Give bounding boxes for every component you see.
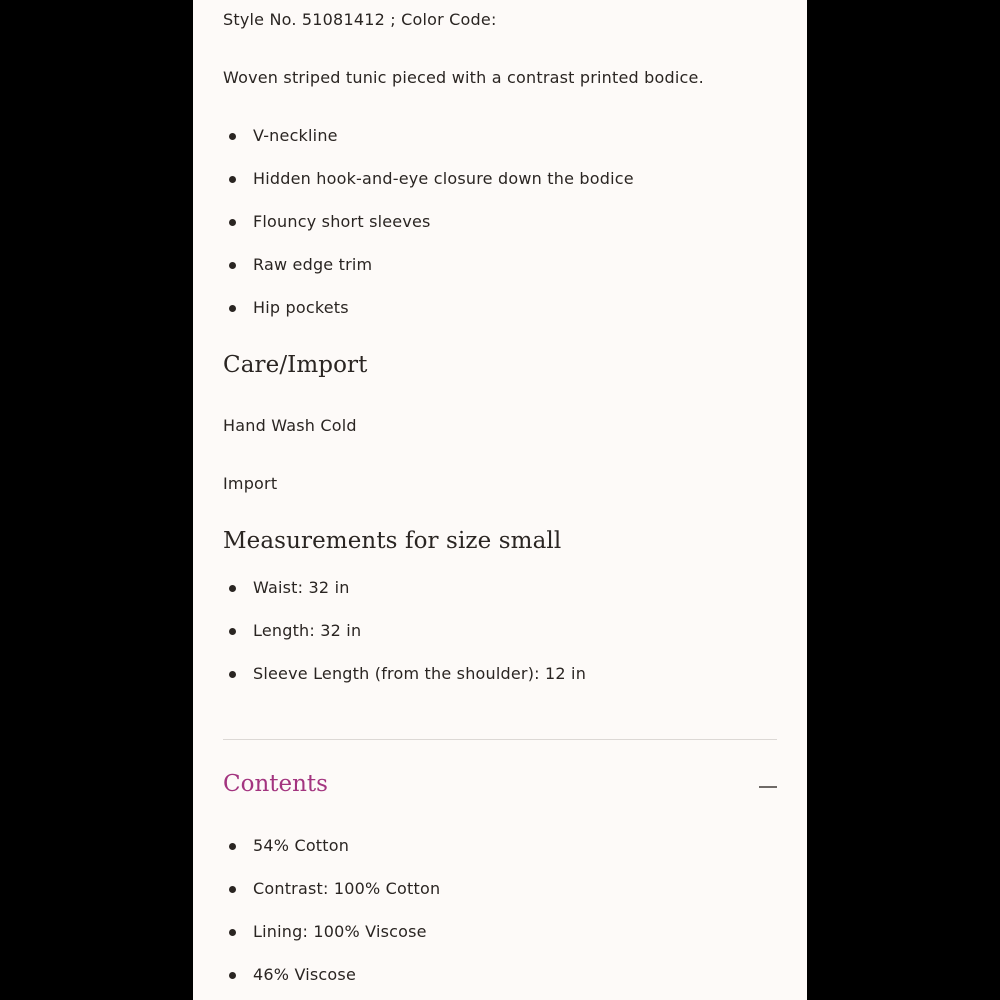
bullet-icon (229, 133, 236, 140)
contents-accordion-title[interactable]: Contents (223, 771, 328, 797)
section-divider (223, 739, 777, 740)
bullet-icon (229, 628, 236, 635)
bullet-icon (229, 305, 236, 312)
care-heading: Care/Import (223, 352, 368, 378)
care-wash: Hand Wash Cold (223, 416, 357, 435)
bullet-icon (229, 219, 236, 226)
minus-icon[interactable] (759, 786, 777, 788)
bullet-icon (229, 929, 236, 936)
bullet-icon (229, 671, 236, 678)
measurements-heading: Measurements for size small (223, 528, 562, 554)
bullet-icon (229, 843, 236, 850)
product-details-panel: Style No. 51081412 ; Color Code: Woven striped tunic pieced with a contrast printed bodice. V-neckline Hidden hook-and-eye closure down the bodice Flouncy short sleeves Raw edge trim Hip pockets Care/Import Hand Wash Cold Import Measurements for size small Waist: 32 in Length: 32 in Sleeve Length (from the shoulder): 12 in Contents 54% Cotton Contrast: 100% Cotton Lining: 100% Viscose 46% Viscose (193, 0, 807, 1000)
care-origin: Import (223, 474, 278, 493)
bullet-icon (229, 886, 236, 893)
style-number-line: Style No. 51081412 ; Color Code: (223, 10, 497, 29)
bullet-icon (229, 176, 236, 183)
bullet-icon (229, 972, 236, 979)
bullet-icon (229, 262, 236, 269)
bullet-icon (229, 585, 236, 592)
product-summary: Woven striped tunic pieced with a contrast printed bodice. (223, 68, 704, 87)
